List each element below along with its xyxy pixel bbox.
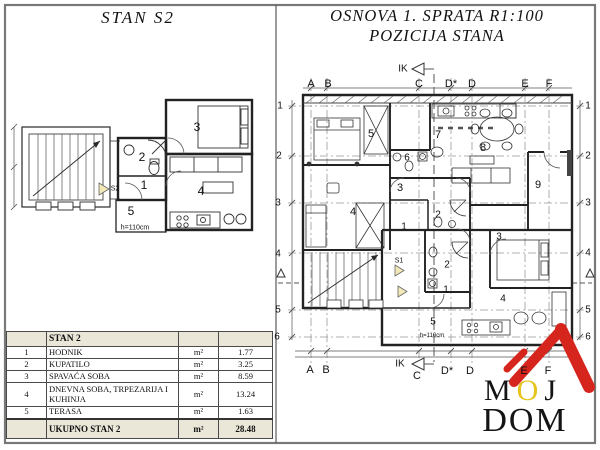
table-total-row: UKUPNO STAN 2 m² 28.48	[7, 419, 273, 439]
grid-axis-label: 5	[585, 304, 591, 316]
grid-axis-label: D*	[440, 365, 454, 377]
right-plan-room-label: 1	[401, 221, 407, 233]
grid-lines	[288, 78, 584, 363]
left-plan-room-label: 1	[140, 178, 148, 192]
grid-axis-label: 3	[275, 197, 281, 209]
logo-letter-o: O	[516, 374, 545, 407]
grid-axis-label: C	[413, 370, 421, 382]
right-plan-room-label: 9	[534, 179, 542, 191]
table-row: 2 KUPATILO m² 3.25	[7, 359, 273, 371]
left-plan-room-label: 3	[193, 120, 201, 134]
grid-axis-label: 4	[275, 248, 281, 260]
right-plan-stairs	[308, 252, 383, 308]
right-plan-furniture	[306, 104, 572, 335]
right-plan-room-label: 5	[367, 128, 375, 140]
right-plan-walls	[303, 95, 572, 345]
right-plan-room-label: 4	[349, 206, 357, 218]
grid-axis-label: F	[544, 365, 552, 377]
grid-axis-label: E	[520, 365, 528, 377]
table-row: 3 SPAVAĆA SOBA m² 8.59	[7, 371, 273, 383]
right-plan-room-label: 8	[479, 142, 487, 154]
grid-axis-label: 2	[585, 150, 591, 162]
right-plan-room-label: 4	[500, 293, 506, 305]
grid-axis-label: D	[466, 365, 474, 377]
grid-axis-label: B	[324, 78, 332, 90]
grid-axis-label: A	[307, 78, 315, 90]
apartment-area-table	[6, 331, 273, 439]
table-header-row	[7, 332, 273, 347]
grid-axis-label: 6	[274, 331, 280, 343]
grid-axis-label: 6	[585, 331, 591, 343]
stan-s2-marker-triangle	[99, 183, 109, 195]
grid-axis-label: A	[306, 364, 314, 376]
logo-word-dom: DOM	[482, 402, 568, 439]
grid-axis-label: 5	[275, 304, 281, 316]
right-plan-room-label: 3	[496, 231, 502, 243]
grid-axis-label: 1	[277, 100, 283, 112]
grid-axis-label: IK	[395, 358, 405, 370]
left-plan-room-label: 2	[138, 150, 146, 164]
right-plan-title-line1: OSNOVA 1. SPRATA R1:100	[330, 6, 544, 25]
left-plan-furniture	[99, 106, 248, 228]
left-plan-room-label: 5	[127, 204, 135, 218]
left-plan-room-label: S2	[110, 185, 120, 193]
grid-axis-label: 2	[276, 150, 282, 162]
right-plan-room-label: 1	[443, 284, 449, 296]
grid-axis-label: D	[468, 78, 476, 90]
logo-letter-m: M	[483, 374, 517, 407]
right-plan-room-label: S1	[394, 257, 404, 265]
right-plan-room-label: 6	[404, 152, 410, 164]
section-line	[277, 63, 594, 370]
left-plan-title: STAN S2	[101, 8, 175, 27]
right-plan-room-label: 7	[434, 129, 442, 141]
grid-axis-label: E	[521, 78, 529, 90]
stan-s2-position-triangle	[398, 286, 407, 297]
right-plan-room-label: 2	[444, 259, 450, 271]
right-plan-room-label: 3	[396, 182, 404, 194]
right-plan-title	[292, 6, 582, 46]
left-plan-stairs	[11, 124, 120, 210]
left-plan-room-label: 4	[197, 184, 205, 198]
grid-axis-label: 3	[585, 197, 591, 209]
grid-axis-label: 1	[585, 100, 591, 112]
right-plan-room-label: 5	[430, 316, 436, 328]
stan-s1-marker-triangle	[395, 265, 404, 276]
table-row: 1 HODNIK m² 1.77	[7, 347, 273, 359]
right-plan-room-label: 2	[435, 209, 441, 221]
logo-letter-j: J	[544, 374, 563, 407]
grid-axis-label: 4	[585, 247, 591, 259]
grid-axis-label: C	[415, 78, 423, 90]
grid-axis-label: D*	[444, 78, 458, 90]
right-plan-room-label: h=110cm	[419, 333, 445, 339]
table-row: 5 TERASA m² 1.63	[7, 407, 273, 419]
table-row: 4 DNEVNA SOBA, TRPEZARIJA I KUHINJA m² 13.24	[7, 383, 273, 407]
left-plan-room-label: h=110cm	[120, 224, 150, 232]
table-title: STAN 2	[47, 332, 179, 347]
grid-axis-label: B	[322, 364, 330, 376]
grid-axis-label: F	[545, 78, 553, 90]
grid-axis-label: IK	[398, 63, 408, 75]
right-plan-title-line2: POZICIJA STANA	[369, 26, 505, 45]
dimension-lines	[289, 85, 583, 357]
